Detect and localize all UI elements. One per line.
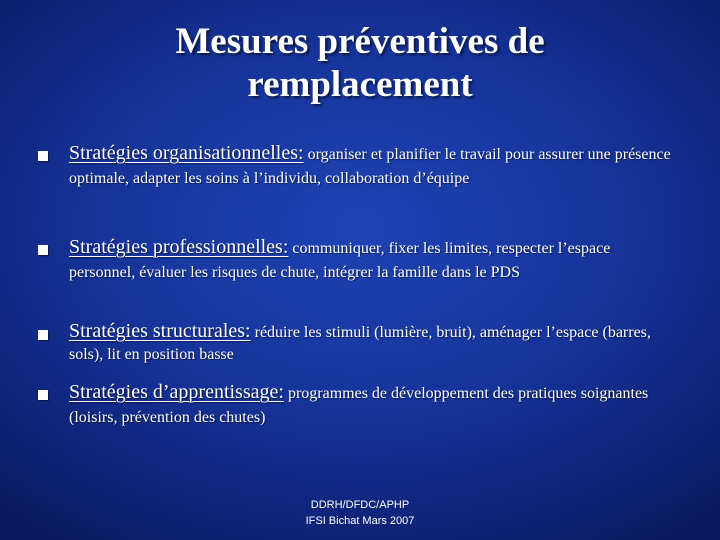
bullet-heading: Stratégies organisationnelles:	[69, 142, 304, 164]
bullet-heading: Stratégies d’apprentissage:	[69, 381, 284, 403]
square-bullet-icon	[38, 330, 48, 340]
bullet-heading: Stratégies structurales:	[69, 320, 251, 342]
bullet-text	[69, 235, 674, 285]
footer-line-1: DDRH/DFDC/APHP	[310, 499, 410, 511]
square-bullet-icon	[38, 151, 48, 161]
slide-title	[60, 20, 660, 106]
square-bullet-icon	[38, 390, 48, 400]
bullet-text	[69, 380, 674, 430]
title-line-2: remplacement	[247, 64, 473, 105]
slide-footer	[260, 497, 460, 529]
bullet-text	[69, 320, 674, 366]
bullet-body: programmes de développement des pratiques soignantes (loisirs, prévention des chutes)	[69, 385, 649, 426]
bullet-body: communiquer, fixer les limites, respecter l’espace personnel, évaluer les risques de chute, intégrer la famille dans le PDS	[69, 240, 611, 281]
title-line-1: Mesures préventives de	[175, 21, 545, 62]
square-bullet-icon	[38, 245, 48, 255]
bullet-heading: Stratégies professionnelles:	[69, 236, 289, 258]
bullet-body: réduire les stimuli (lumière, bruit), aménager l’espace (barres, sols), lit en position basse	[69, 324, 651, 363]
footer-line-2: IFSI Bichat Mars 2007	[305, 515, 415, 527]
bullet-text	[69, 141, 674, 191]
bullet-body: organiser et planifier le travail pour assurer une présence optimale, adapter les soins à l’individu, collaboration d’équipe	[69, 146, 671, 187]
